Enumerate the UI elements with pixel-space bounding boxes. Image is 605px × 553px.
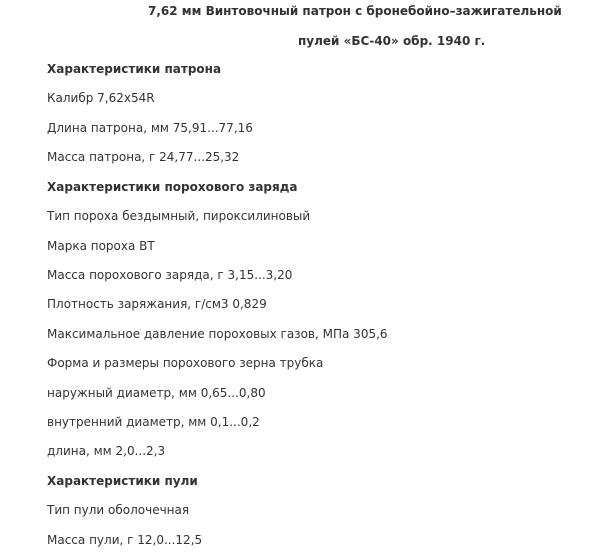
document-title-line-1: 7,62 мм Винтовочный патрон с бронебойно–зажигательной: [148, 4, 562, 18]
spec-line-bullet-mass: Масса пули, г 12,0...12,5: [47, 533, 203, 547]
section-heading-bullet: Характеристики пули: [47, 474, 198, 488]
spec-line-cartridge-mass: Масса патрона, г 24,77...25,32: [47, 150, 240, 164]
spec-line-max-pressure: Максимальное давление пороховых газов, МПа 305,6: [47, 327, 388, 341]
section-heading-cartridge: Характеристики патрона: [47, 62, 222, 76]
spec-line-outer-diameter: наружный диаметр, мм 0,65...0,80: [47, 386, 266, 400]
spec-line-grain-length: длина, мм 2,0...2,3: [47, 444, 166, 458]
spec-line-caliber: Калибр 7,62х54R: [47, 91, 155, 105]
spec-line-powder-charge-mass: Масса порохового заряда, г 3,15...3,20: [47, 268, 293, 282]
section-heading-powder-charge: Характеристики порохового заряда: [47, 180, 298, 194]
spec-line-powder-brand: Марка пороха ВТ: [47, 239, 155, 253]
spec-line-loading-density: Плотность заряжания, г/см3 0,829: [47, 297, 267, 311]
document-title-line-2: пулей «БС-40» обр. 1940 г.: [298, 34, 486, 48]
spec-line-cartridge-length: Длина патрона, мм 75,91...77,16: [47, 121, 253, 135]
spec-line-inner-diameter: внутренний диаметр, мм 0,1...0,2: [47, 415, 260, 429]
spec-line-bullet-type: Тип пули оболочечная: [47, 503, 190, 517]
spec-line-powder-type: Тип пороха бездымный, пироксилиновый: [47, 209, 311, 223]
spec-line-grain-shape: Форма и размеры порохового зерна трубка: [47, 356, 324, 370]
